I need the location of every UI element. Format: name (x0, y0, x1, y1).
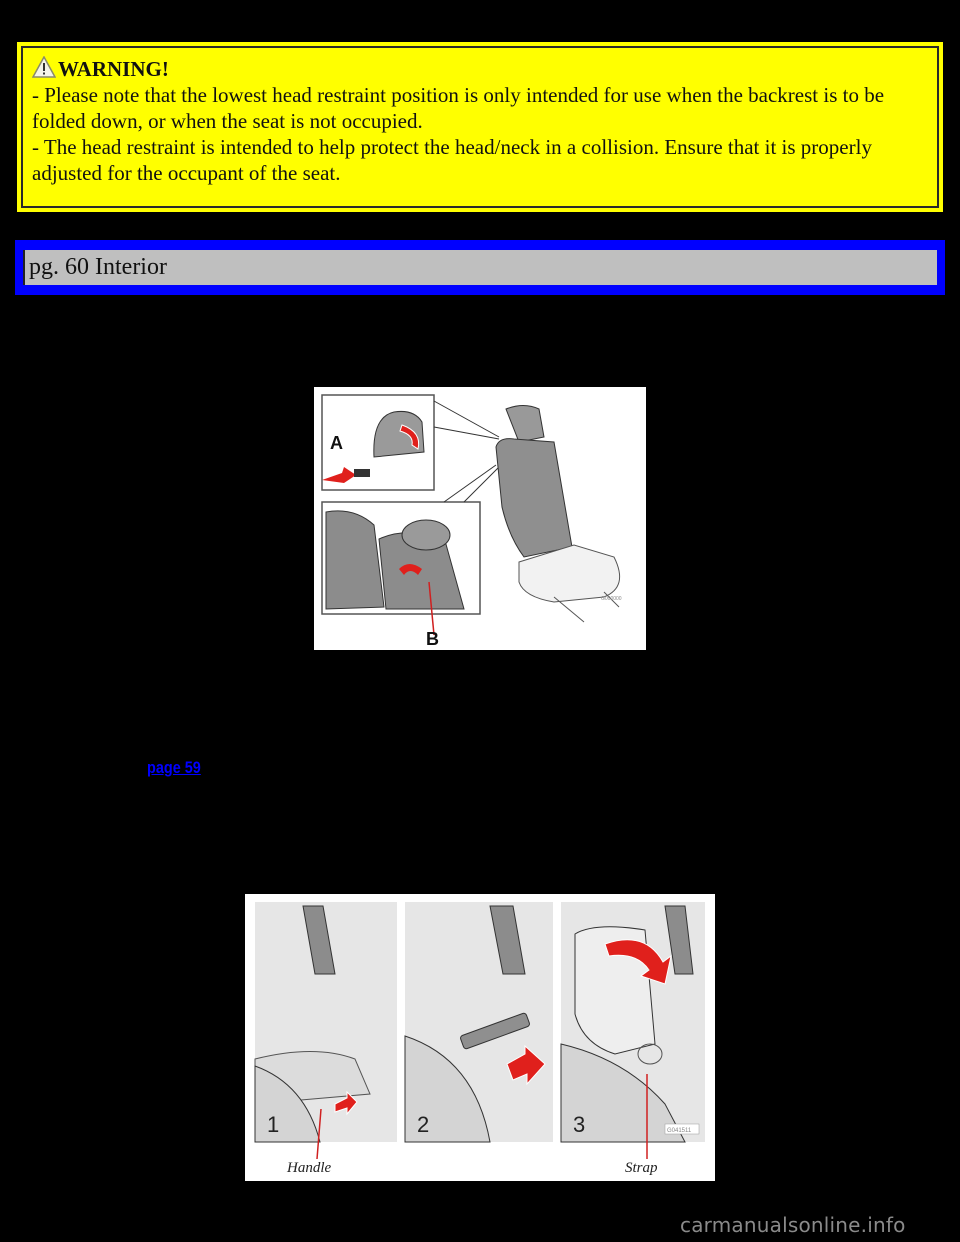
callout-handle: Handle (287, 1160, 332, 1176)
step-1-label: 1 (267, 1112, 280, 1137)
warning-line: - The head restraint is intended to help protect the head/neck in a collision. Ensure that it is properly (32, 135, 872, 159)
step-3-label: 3 (573, 1112, 586, 1137)
warning-line: folded down, or when the seat is not occupied. (32, 109, 423, 133)
watermark: carmanualsonline.info (680, 1213, 906, 1237)
head-restraint-illustration (314, 387, 646, 650)
label-a: A (330, 433, 343, 453)
step-2-label: 2 (417, 1112, 430, 1137)
fold-steps-diagram (245, 894, 715, 1181)
figure-code: G041511 (667, 1128, 692, 1134)
warning-triangle-icon (32, 56, 56, 78)
label-b: B (426, 629, 439, 649)
warning-title: WARNING! (58, 57, 169, 81)
backrest-fold-illustration (245, 894, 715, 1181)
figure-code: G000000 (601, 596, 622, 602)
seat-diagram (314, 387, 646, 650)
warning-line: adjusted for the occupant of the seat. (32, 161, 341, 185)
warning-line: - Please note that the lowest head restraint position is only intended for use when the backrest is to be (32, 83, 885, 107)
warning-heading (32, 56, 928, 82)
section-header (15, 240, 945, 295)
warning-box (17, 42, 943, 212)
page-59-link[interactable]: page 59 (147, 758, 201, 777)
warning-content (21, 46, 939, 208)
callout-strap: Strap (625, 1160, 658, 1176)
section-title: pg. 60 Interior (23, 250, 937, 285)
